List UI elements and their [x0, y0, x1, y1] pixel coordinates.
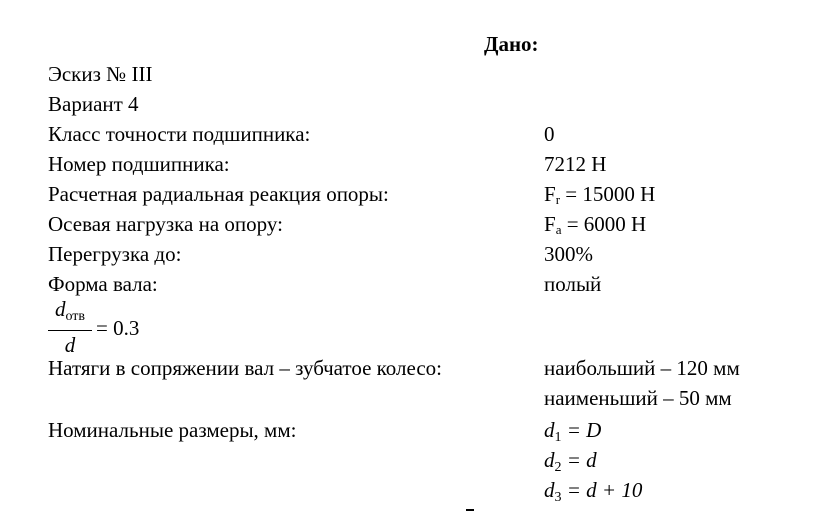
variant-number: Вариант 4 — [48, 92, 139, 116]
radial-value: = 15000 Н — [560, 182, 656, 206]
row-label-axial-load: Осевая нагрузка на опору: — [48, 212, 283, 236]
fraction-numerator: $d_{отв}$ — [54, 297, 86, 324]
sketch-number: Эскиз № III — [48, 62, 153, 86]
cropped-text-fragment — [466, 509, 474, 511]
row-label-overload: Перегрузка до: — [48, 242, 182, 266]
document-title: Дано: — [484, 32, 539, 56]
interference-min: наименьший – 50 мм — [544, 386, 732, 410]
axial-value: = 6000 Н — [561, 212, 647, 236]
nominal-sizes-label: Номинальные размеры, мм: — [48, 418, 297, 442]
equation-d1: $d_1 = D$ — [544, 418, 602, 445]
bore-ratio-fraction — [48, 298, 92, 356]
equation-d2: $d_2 = d$ — [544, 448, 597, 475]
ratio-value: = 0.3 — [96, 316, 140, 340]
axial-symbol: F — [544, 212, 556, 236]
fraction-bar — [48, 330, 92, 331]
row-value-overload: 300% — [544, 242, 593, 266]
row-label-accuracy-class: Класс точности подшипника: — [48, 122, 311, 146]
interference-label: Натяги в сопряжении вал – зубчатое колесо: — [48, 356, 442, 380]
radial-symbol: F — [544, 182, 556, 206]
row-label-radial-reaction: Расчетная радиальная реакция опоры: — [48, 182, 389, 206]
row-value-axial-load — [544, 212, 646, 242]
row-label-shaft-shape: Форма вала: — [48, 272, 158, 296]
radial-subscript: r — [555, 192, 561, 207]
equation-d3: $d_3 = d + 10$ — [544, 478, 643, 505]
row-label-bearing-number: Номер подшипника: — [48, 152, 230, 176]
fraction-denominator: d — [64, 333, 76, 357]
axial-subscript: a — [555, 222, 562, 237]
row-value-radial-reaction — [544, 182, 655, 212]
row-value-shaft-shape: полый — [544, 272, 602, 296]
row-value-accuracy-class: 0 — [544, 122, 555, 146]
interference-max: наибольший – 120 мм — [544, 356, 740, 380]
row-value-bearing-number: 7212 Н — [544, 152, 607, 176]
